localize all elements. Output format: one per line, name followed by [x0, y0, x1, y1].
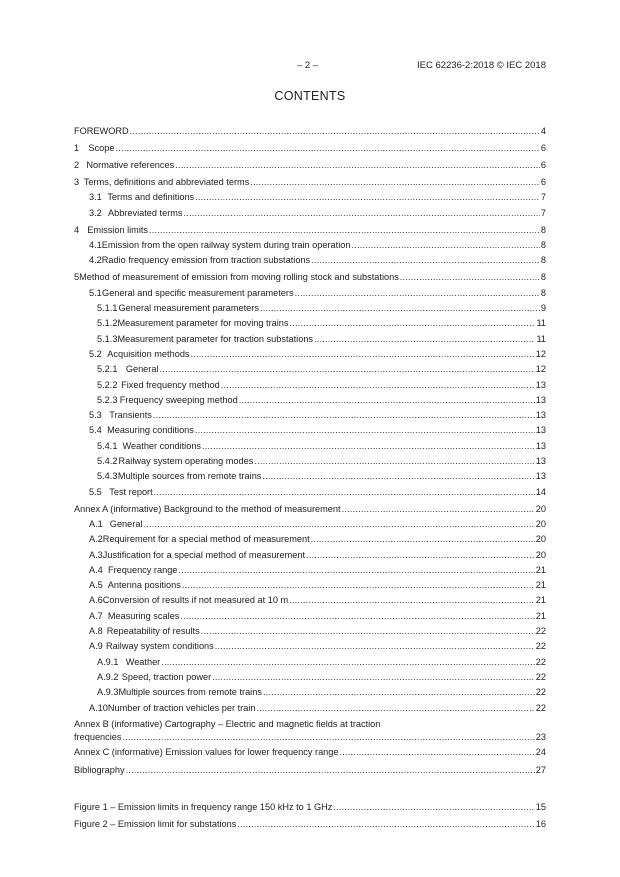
toc-entry-number: 3: [74, 177, 80, 188]
toc-entry[interactable]: [74, 655, 546, 670]
toc-entry-page: 20: [535, 519, 546, 529]
toc-entry-page: 22: [535, 641, 546, 652]
toc-entry-number: 5.1: [89, 287, 102, 298]
toc-entry-number: 1: [74, 142, 80, 153]
toc-entry-number: 5.1.2: [97, 318, 118, 329]
dot-leader: [201, 624, 535, 639]
dot-leader: [256, 701, 534, 716]
toc-entry-annex-c[interactable]: [74, 745, 546, 760]
toc-entry-page: 22: [535, 702, 546, 713]
dot-leader: [295, 286, 540, 301]
toc-entry-title: FOREWORD: [74, 125, 129, 136]
dot-leader: [306, 548, 535, 563]
toc-entry-number: 4.2: [89, 255, 102, 266]
toc-entry-number: 5: [74, 272, 80, 283]
toc-entry[interactable]: [74, 485, 546, 500]
toc-entry-title: Multiple sources from remote trains: [117, 471, 262, 482]
toc-entry-page: 12: [535, 348, 546, 359]
figure-entry-title: Figure 1 – Emission limits in frequency range 150 kHz to 1 GHz: [74, 801, 333, 812]
toc-entry-annex-b[interactable]: [74, 718, 546, 744]
toc-entry-page: 4: [540, 125, 546, 136]
toc-entry-number: 3.1: [89, 192, 102, 203]
toc-entry-number: A.9.2: [97, 671, 119, 682]
toc-entry[interactable]: [74, 517, 546, 532]
toc-entry[interactable]: [74, 316, 546, 331]
toc-entry-title-cont: frequencies: [74, 731, 122, 742]
toc-entry-title: Fixed frequency method: [121, 379, 220, 390]
toc-entry[interactable]: [74, 532, 546, 547]
dot-leader: [161, 655, 535, 670]
toc-entry[interactable]: [74, 332, 546, 347]
page-number: – 2 –: [297, 60, 319, 71]
toc-entry-title: Measuring conditions: [107, 425, 194, 436]
toc-entry-title: Emission limits: [87, 224, 149, 235]
toc-entry-page: 6: [540, 159, 546, 170]
document-id: IEC 62236-2:2018 © IEC 2018: [416, 60, 546, 71]
dot-leader: [182, 578, 535, 593]
dot-leader: [180, 609, 534, 624]
toc-entry-number: 5.1.1: [97, 303, 118, 314]
dot-leader: [254, 454, 534, 469]
toc-entry[interactable]: [74, 578, 546, 593]
toc-entry-title: Annex A (informative) Background to the method of measurement: [74, 503, 341, 514]
toc-entry-title: Measurement parameter for traction substations: [117, 333, 314, 344]
toc-entry-number: 5.2.1: [97, 364, 118, 375]
toc-entry-page: 8: [540, 272, 546, 283]
dot-leader: [195, 423, 535, 438]
toc-entry-number: A.7: [89, 610, 103, 621]
toc-entry-title: General measurement parameters: [118, 303, 259, 314]
dot-leader: [143, 517, 534, 532]
toc-entry-title: General: [109, 519, 143, 529]
dot-leader: [221, 378, 535, 393]
toc-entry-page: 21: [535, 595, 546, 606]
toc-entry-page: 12: [535, 364, 546, 375]
toc-entry-title: Railway system conditions: [106, 641, 214, 652]
toc-entry-page: 22: [535, 687, 546, 698]
dot-leader: [212, 670, 535, 685]
toc-entry-title: Measuring scales: [107, 610, 180, 621]
toc-entry-page: 6: [540, 142, 546, 153]
toc-entry-number: 5.1.3: [97, 333, 118, 344]
toc-entry-title: Acquisition methods: [107, 348, 190, 359]
dot-leader: [340, 745, 535, 760]
toc-entry-page: 13: [535, 425, 546, 436]
dot-leader: [126, 763, 535, 778]
toc-entry-title: Annex C (informative) Emission values for lower frequency range: [74, 747, 339, 758]
toc-entry-number: A.1: [89, 519, 103, 529]
toc-entry-page: 13: [535, 471, 546, 482]
table-of-contents: [74, 122, 546, 832]
toc-entry[interactable]: [74, 124, 546, 139]
toc-entry-title: General: [125, 364, 159, 375]
toc-entry-title: Requirement for a special method of measurement: [102, 534, 310, 545]
dot-leader: [400, 270, 540, 285]
dot-leader: [311, 532, 535, 547]
toc-entry-number: 5.2.3: [97, 394, 118, 405]
toc-entry[interactable]: [74, 223, 546, 238]
dot-leader: [311, 253, 540, 268]
figure-entry-page: 15: [535, 801, 546, 812]
dot-leader: [153, 408, 535, 423]
toc-entry[interactable]: [74, 502, 546, 517]
toc-entry-number: 3.2: [89, 207, 102, 218]
toc-entry-number: A.5: [89, 580, 103, 591]
toc-entry[interactable]: [74, 378, 546, 393]
dot-leader: [195, 190, 540, 205]
figure-entry-2[interactable]: [74, 817, 546, 832]
toc-entry-title: Frequency range: [107, 564, 178, 575]
toc-entry-page: 13: [535, 394, 546, 405]
toc-entry-number: 5.2: [89, 348, 102, 359]
dot-leader: [237, 817, 534, 832]
toc-entry-title: Normative references: [86, 159, 175, 170]
dot-leader: [154, 485, 535, 500]
toc-entry-page: 13: [535, 410, 546, 421]
toc-entry-page: 21: [535, 564, 546, 575]
toc-entry-page: 7: [540, 207, 546, 218]
dot-leader: [178, 563, 534, 578]
figure-entry-1[interactable]: [74, 800, 546, 815]
dot-leader: [263, 685, 535, 700]
toc-entry-page: 8: [540, 255, 546, 266]
toc-entry-number: 5.2.2: [97, 379, 118, 390]
toc-entry-page: 7: [540, 192, 546, 203]
toc-entry-page: 8: [540, 240, 546, 251]
toc-entry-title: Antenna positions: [107, 580, 181, 591]
dot-leader: [160, 362, 535, 377]
toc-entry[interactable]: [74, 141, 546, 156]
toc-entry-page: 21: [535, 580, 546, 591]
toc-entry-page: 13: [535, 379, 546, 390]
toc-entry-page: 24: [535, 747, 546, 758]
dot-leader: [215, 639, 535, 654]
toc-entry[interactable]: [74, 238, 546, 253]
toc-entry-title: Radio frequency emission from traction substations: [101, 255, 311, 266]
toc-entry-number: 4.1: [89, 240, 102, 251]
toc-entries: [74, 124, 546, 716]
toc-entry[interactable]: [74, 685, 546, 700]
dot-leader: [115, 141, 539, 156]
toc-entry-title: Transients: [109, 410, 152, 421]
toc-entry-number: 2: [74, 159, 80, 170]
toc-entry-page: 21: [535, 610, 546, 621]
toc-entry[interactable]: [74, 190, 546, 205]
toc-entry[interactable]: [74, 423, 546, 438]
toc-entry[interactable]: [74, 439, 546, 454]
toc-entry-page: 13: [535, 440, 546, 451]
dot-leader: [289, 593, 535, 608]
toc-entry[interactable]: [74, 362, 546, 377]
toc-entry-page: 6: [540, 177, 546, 188]
dot-leader: [191, 347, 535, 362]
toc-entry-title: Scope: [88, 142, 115, 153]
toc-entry-title: Multiple sources from remote trains: [118, 687, 262, 698]
toc-entry-number: A.9.3: [97, 687, 119, 698]
toc-entry-title: Terms and definitions: [107, 192, 195, 203]
toc-entry-number: 5.5: [89, 486, 102, 497]
toc-entry-number: A.2: [89, 534, 103, 545]
toc-entry-title: Measurement parameter for moving trains: [117, 318, 289, 329]
dot-leader: [342, 502, 535, 517]
toc-entry-number: 5.4.3: [97, 471, 118, 482]
page-title: CONTENTS: [274, 89, 346, 103]
toc-entry[interactable]: [74, 563, 546, 578]
toc-entry-page: 8: [540, 224, 546, 235]
toc-entry-page: 9: [540, 303, 546, 314]
toc-entry-title: Repeatability of results: [106, 626, 200, 637]
toc-entry-number: A.4: [89, 564, 103, 575]
toc-entry-page: 20: [535, 503, 546, 514]
toc-entry-number: A.10: [89, 702, 108, 713]
toc-entry[interactable]: [74, 701, 546, 716]
toc-entry[interactable]: [74, 469, 546, 484]
dot-leader: [149, 223, 540, 238]
toc-entry[interactable]: [74, 609, 546, 624]
toc-entry[interactable]: [74, 286, 546, 301]
toc-entry[interactable]: [74, 175, 546, 190]
toc-entry-title: Speed, traction power: [121, 671, 212, 682]
toc-entry[interactable]: [74, 301, 546, 316]
toc-entry-page: 20: [535, 534, 546, 545]
toc-entry[interactable]: [74, 670, 546, 685]
toc-entry[interactable]: [74, 206, 546, 221]
toc-entry[interactable]: [74, 158, 546, 173]
toc-entry-title: Bibliography: [74, 764, 125, 775]
toc-entry-page: 23: [535, 731, 546, 742]
toc-entry-number: 5.4.1: [97, 440, 118, 451]
toc-entry[interactable]: [74, 548, 546, 563]
toc-entry-number: A.9.1: [97, 656, 119, 667]
toc-entry-number: 5.4.2: [97, 456, 118, 467]
toc-entry[interactable]: [74, 408, 546, 423]
toc-entry-page: 11: [536, 333, 546, 344]
dot-leader: [175, 158, 540, 173]
dot-leader: [290, 316, 536, 331]
toc-entry[interactable]: [74, 454, 546, 469]
dot-leader: [262, 469, 534, 484]
toc-entry-number: A.9: [89, 641, 103, 652]
toc-entry-title: Frequency sweeping method: [119, 394, 238, 405]
toc-entry-title: Conversion of results if not measured at 10 m: [102, 595, 289, 606]
toc-entry-title: Method of measurement of emission from moving rolling stock and substations: [79, 272, 399, 283]
toc-entry[interactable]: [74, 270, 546, 285]
toc-entry-page: 13: [535, 456, 546, 467]
dot-leader: [351, 238, 539, 253]
toc-entry-title: Test report: [109, 486, 153, 497]
toc-entry-number: 5.4: [89, 425, 102, 436]
toc-entry-title: Weather: [125, 656, 161, 667]
toc-entry[interactable]: [74, 393, 546, 408]
toc-entry[interactable]: [74, 347, 546, 362]
toc-entry-page: 20: [535, 549, 546, 560]
dot-leader: [314, 332, 535, 347]
toc-entry-page: 22: [535, 671, 546, 682]
toc-entry-title: Number of traction vehicles per train: [107, 702, 256, 713]
toc-entry-page: 14: [535, 486, 546, 497]
toc-entry-page: 8: [540, 287, 546, 298]
toc-entry-page: 11: [536, 318, 546, 329]
dot-leader: [333, 800, 534, 815]
toc-entry-number: A.6: [89, 595, 103, 606]
toc-entry-title: Weather conditions: [122, 440, 202, 451]
toc-entry[interactable]: [74, 639, 546, 654]
dot-leader: [260, 301, 540, 316]
toc-entry[interactable]: [74, 593, 546, 608]
dot-leader: [123, 731, 535, 744]
toc-entry[interactable]: [74, 253, 546, 268]
dot-leader: [130, 124, 540, 139]
toc-entry-title: Emission from the open railway system during train operation: [101, 240, 351, 251]
toc-entry-number: A.3: [89, 549, 103, 560]
toc-entry-title: Abbreviated terms: [107, 207, 183, 218]
dot-leader: [250, 175, 540, 190]
toc-entry-title: Justification for a special method of measurement: [102, 549, 306, 560]
dot-leader: [239, 393, 535, 408]
toc-entry-page: 22: [535, 656, 546, 667]
toc-entry-title: Railway system operating modes: [118, 456, 254, 467]
toc-entry-page: 22: [535, 626, 546, 637]
dot-leader: [202, 439, 535, 454]
toc-entry-title: Annex B (informative) Cartography – Electric and magnetic fields at traction: [74, 718, 381, 729]
toc-entry[interactable]: [74, 624, 546, 639]
dot-leader: [184, 206, 540, 221]
toc-entry-number: 5.3: [89, 410, 102, 421]
toc-entry-number: A.8: [89, 626, 103, 637]
figure-entry-page: 16: [535, 818, 546, 829]
toc-entry-title: Terms, definitions and abbreviated terms: [83, 177, 250, 188]
toc-entry-title: General and specific measurement parameters: [102, 287, 294, 298]
figure-entry-title: Figure 2 – Emission limit for substations: [74, 818, 237, 829]
toc-entry-number: 4: [74, 224, 80, 235]
toc-entry-page: 27: [535, 764, 546, 775]
toc-entry-bibliography[interactable]: [74, 763, 546, 778]
